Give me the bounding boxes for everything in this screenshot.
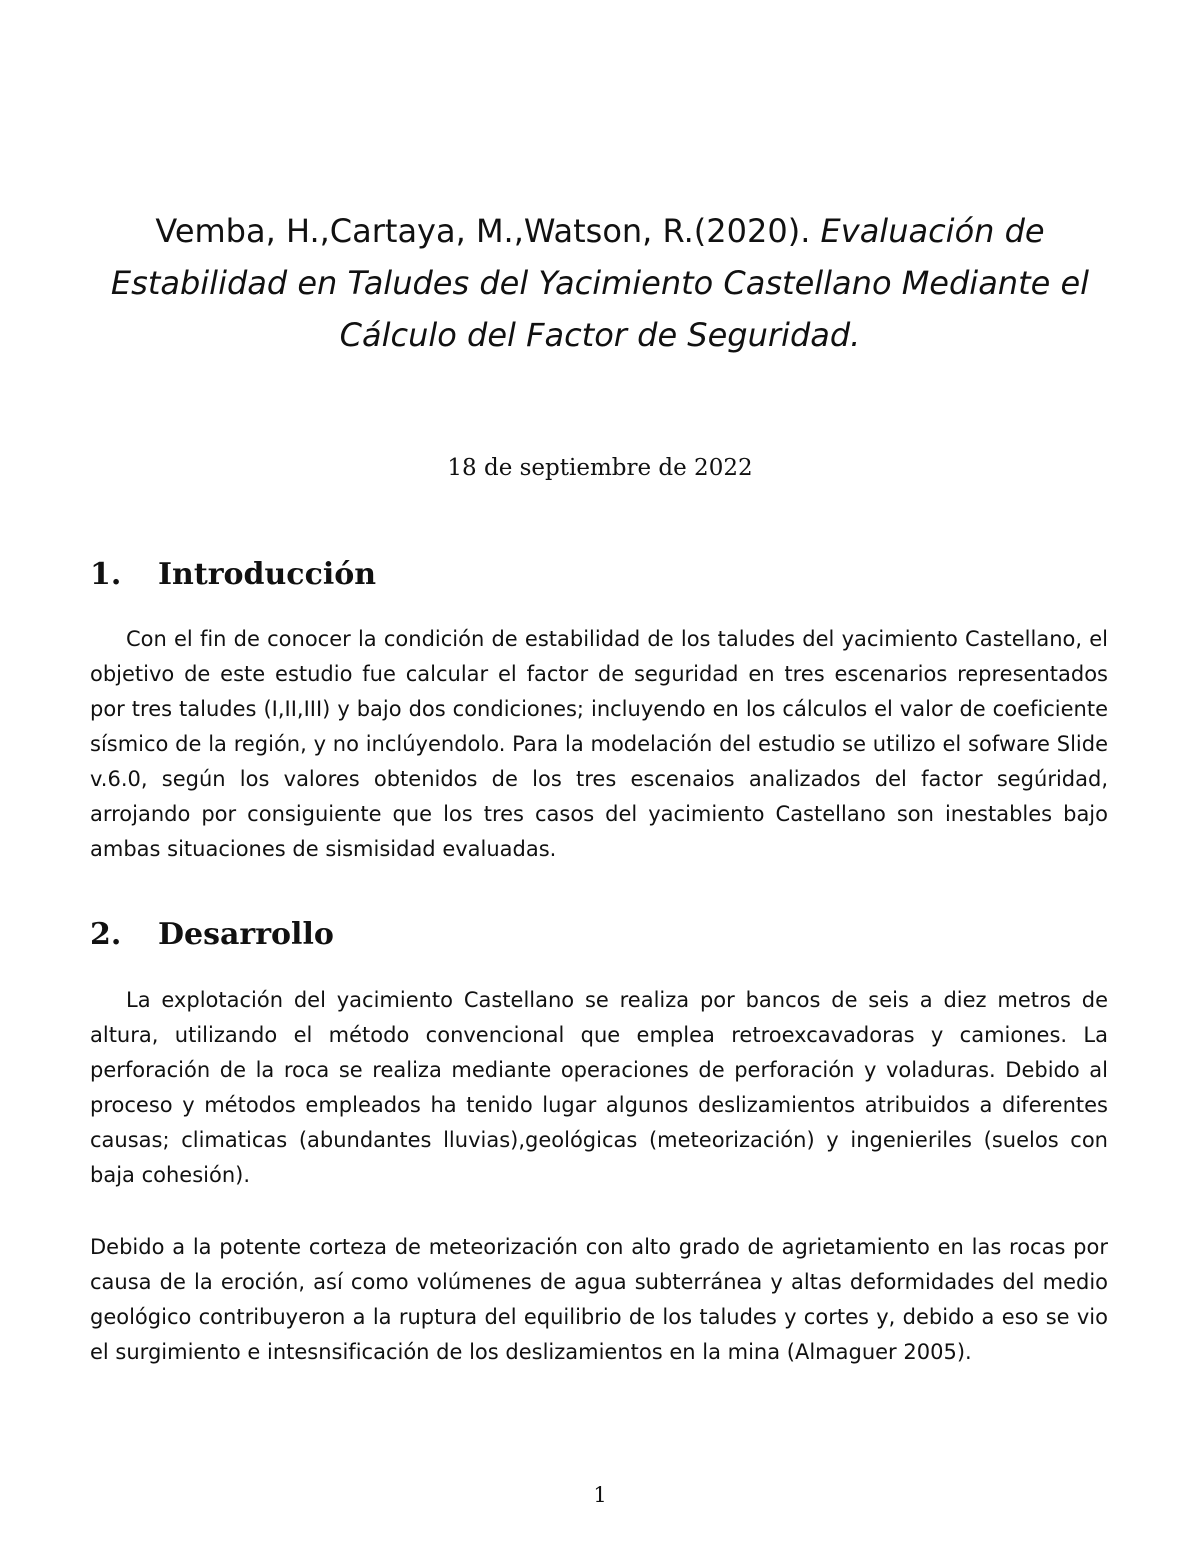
section-title: Desarrollo — [158, 917, 334, 952]
title-authors: Vemba, H.,Cartaya, M.,Watson, R.(2020). — [155, 212, 811, 250]
section-title: Introducción — [158, 557, 377, 592]
paragraph-desarrollo-1: La explotación del yacimiento Castellano se realiza por bancos de seis a diez metros de altura, utilizando el método convencional que emplea retroexcavadoras y camiones. La perforación de la roca se realiza mediante operaciones de perforación y voladuras. Debido al proceso y métodos empleados ha tenido lugar algunos deslizamientos atribuidos a diferentes causas; climaticas (abundantes lluvias),geológicas (meteorización) y ingenieriles (suelos con baja cohesión). — [90, 988, 1108, 1187]
title-italic: Evaluación de Estabilidad en Taludes del Yacimiento Castellano Mediante el Cálculo del Factor de Seguridad. — [110, 212, 1090, 354]
page-number: 1 — [593, 1483, 607, 1507]
document-date: 18 de septiembre de 2022 — [447, 455, 753, 481]
paragraph-introduccion-1: Con el fin de conocer la condición de estabilidad de los taludes del yacimiento Castellano, el objetivo de este estudio fue calcular el factor de seguridad en tres escenarios representados por tres taludes (I,II,III) y bajo dos condiciones; incluyendo en los cálculos el valor de coeficiente sísmico de la región, y no inclúyendolo. Para la modelación del estudio se utilizo el sofware Slide v.6.0, según los valores obtenidos de los tres escenaios analizados del factor segúridad, arrojando por consiguiente que los tres casos del yacimiento Castellano son inestables bajo ambas situaciones de sismisidad evaluadas. — [90, 627, 1108, 861]
paragraph-desarrollo-2: Debido a la potente corteza de meteorización con alto grado de agrietamiento en las rocas por causa de la eroción, así como volúmenes de agua subterránea y altas deformidades del medio geológico contribuyeron a la ruptura del equilibrio de los taludes y cortes y, debido a eso se vio el surgimiento e intesnsificación de los deslizamientos en la mina (Almaguer 2005). — [90, 1235, 1108, 1364]
section-heading-introduccion — [90, 555, 1110, 595]
section-number: 1. — [90, 557, 122, 592]
document-title — [90, 205, 1110, 361]
section-heading-desarrollo — [90, 915, 1110, 955]
section-number: 2. — [90, 917, 122, 952]
